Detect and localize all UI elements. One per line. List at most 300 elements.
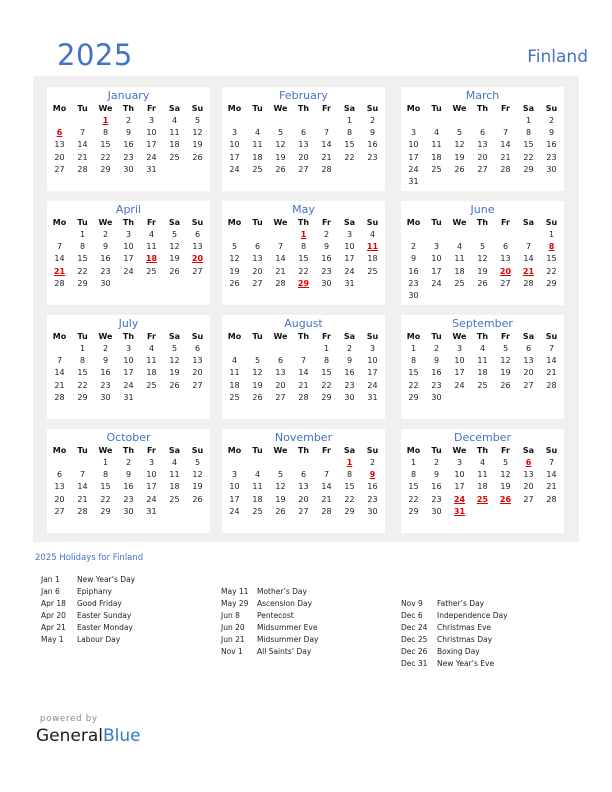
day-cell: 21 (546, 368, 557, 378)
day-cell: 6 (277, 356, 284, 366)
day-cell: 17 (367, 368, 378, 378)
weekday-header: Tu (77, 332, 88, 341)
month-name: January (107, 89, 150, 102)
holiday-name: Christmas Eve (437, 623, 491, 632)
day-cell: 7 (502, 128, 509, 138)
day-cell: 31 (146, 506, 157, 516)
day-cell: 9 (548, 128, 555, 138)
empty-day-cell (292, 115, 315, 127)
month-name: October (106, 431, 151, 444)
day-cell: 5 (171, 230, 178, 239)
day-cell: 15 (298, 254, 309, 264)
day-cell: 25 (252, 164, 263, 174)
day-cell: 24 (123, 380, 134, 390)
day-cell: 5 (194, 116, 201, 125)
day-cell: 21 (500, 152, 511, 162)
holiday-row (401, 646, 508, 658)
day-cell: 25 (367, 266, 378, 276)
year-title: 2025 (57, 38, 133, 72)
weekday-header: Th (297, 446, 310, 455)
day-cell: 17 (408, 152, 419, 162)
day-cell: 28 (54, 278, 65, 288)
day-cell: 27 (192, 380, 203, 390)
day-cell: 2 (102, 230, 109, 239)
holiday-row (41, 622, 135, 634)
day-cell: 24 (146, 152, 157, 162)
empty-day-cell (448, 229, 471, 241)
empty-day-cell (269, 229, 292, 241)
day-cell: 22 (344, 152, 355, 162)
month-grid (222, 445, 385, 518)
day-cell: 15 (344, 482, 355, 492)
holiday-name: Midsummer Eve (257, 623, 318, 632)
day-cell: 21 (298, 380, 309, 390)
day-cell: 23 (431, 380, 442, 390)
day-cell: 23 (123, 494, 134, 504)
day-cell: 17 (146, 140, 157, 150)
weekday-header: We (273, 218, 288, 227)
holiday-row (221, 598, 318, 610)
month-name: March (465, 89, 500, 102)
day-cell: 8 (79, 356, 86, 366)
day-cell: 21 (77, 494, 88, 504)
weekday-header: Tu (252, 332, 263, 341)
day-cell: 22 (298, 266, 309, 276)
day-cell: 13 (192, 356, 203, 366)
day-cell: 20 (477, 152, 488, 162)
holiday-name: Easter Sunday (77, 611, 132, 620)
holiday-date: Jun 20 (221, 623, 245, 632)
month-grid (401, 445, 564, 518)
day-cell: 12 (500, 470, 511, 480)
holiday-date: Nov 1 (221, 647, 243, 656)
weekday-header: We (98, 218, 113, 227)
day-cell: 24 (408, 164, 419, 174)
day-cell: 8 (410, 356, 417, 366)
day-cell: 8 (346, 128, 353, 138)
weekday-header: Su (366, 218, 379, 227)
day-cell: 2 (346, 344, 353, 353)
day-cell: 16 (100, 254, 111, 264)
day-cell: 23 (408, 278, 419, 288)
day-cell: 20 (192, 368, 203, 378)
day-cell: 25 (252, 506, 263, 516)
day-cell: 30 (344, 392, 355, 402)
empty-day-cell (292, 343, 315, 355)
weekday-header: Su (191, 104, 204, 113)
day-cell: 9 (125, 470, 132, 480)
day-cell: 4 (148, 344, 155, 353)
day-cell: 16 (431, 482, 442, 492)
day-cell: 21 (77, 152, 88, 162)
holiday-day-cell: 20 (499, 266, 512, 276)
holiday-day-cell: 29 (297, 278, 310, 288)
day-cell: 29 (77, 392, 88, 402)
day-cell: 11 (169, 128, 180, 138)
day-cell: 4 (479, 458, 486, 467)
day-cell: 23 (123, 152, 134, 162)
empty-day-cell (269, 115, 292, 127)
day-cell: 27 (298, 164, 309, 174)
day-cell: 9 (346, 356, 353, 366)
day-cell: 18 (146, 368, 157, 378)
day-cell: 5 (502, 458, 509, 467)
weekday-header: Fr (501, 332, 510, 341)
day-cell: 19 (252, 380, 263, 390)
month-november (222, 429, 385, 533)
empty-day-cell (402, 229, 425, 241)
day-cell: 25 (477, 380, 488, 390)
day-cell: 7 (277, 242, 284, 252)
weekday-header: Tu (77, 446, 88, 455)
empty-day-cell (246, 343, 269, 355)
holiday-row (401, 598, 508, 610)
day-cell: 15 (523, 140, 534, 150)
day-cell: 9 (433, 356, 440, 366)
day-cell: 10 (146, 470, 157, 480)
weekday-header: Sa (522, 218, 535, 227)
day-cell: 29 (523, 164, 534, 174)
day-cell: 27 (275, 392, 286, 402)
day-cell: 12 (252, 368, 263, 378)
day-cell: 10 (344, 242, 355, 252)
day-cell: 14 (500, 140, 511, 150)
weekday-header: Sa (168, 446, 181, 455)
day-cell: 30 (408, 290, 419, 300)
day-cell: 8 (102, 470, 109, 480)
day-cell: 1 (79, 344, 86, 353)
day-cell: 7 (79, 128, 86, 138)
holiday-day-cell: 8 (548, 242, 555, 252)
day-cell: 14 (298, 368, 309, 378)
holiday-list-col-1 (41, 574, 135, 646)
day-cell: 22 (100, 152, 111, 162)
holiday-day-cell: 31 (453, 506, 466, 516)
day-cell: 3 (231, 470, 238, 480)
weekday-header: Mo (227, 332, 242, 341)
weekday-header: Tu (431, 332, 442, 341)
day-cell: 19 (477, 266, 488, 276)
weekday-header: Th (297, 218, 310, 227)
day-cell: 28 (77, 506, 88, 516)
day-cell: 31 (408, 176, 419, 186)
day-cell: 11 (431, 140, 442, 150)
day-cell: 23 (367, 494, 378, 504)
day-cell: 2 (433, 344, 440, 353)
day-cell: 27 (192, 266, 203, 276)
day-cell: 25 (229, 392, 240, 402)
weekday-header: Fr (322, 332, 331, 341)
day-cell: 11 (146, 356, 157, 366)
holiday-day-cell: 1 (346, 458, 353, 467)
day-cell: 15 (77, 368, 88, 378)
empty-day-cell (223, 115, 246, 127)
day-cell: 15 (77, 254, 88, 264)
holiday-name: Independence Day (437, 611, 508, 620)
day-cell: 11 (477, 470, 488, 480)
holiday-list-col-3 (401, 598, 508, 670)
holiday-day-cell: 1 (102, 116, 109, 125)
day-cell: 2 (548, 116, 555, 125)
day-cell: 9 (410, 254, 417, 264)
weekday-header: Su (545, 446, 558, 455)
weekday-header: We (273, 446, 288, 455)
empty-day-cell (223, 229, 246, 241)
holiday-day-cell: 20 (191, 254, 204, 264)
day-cell: 14 (321, 482, 332, 492)
day-cell: 24 (344, 266, 355, 276)
holiday-date: May 1 (41, 635, 64, 644)
holiday-row (401, 610, 508, 622)
day-cell: 10 (229, 482, 240, 492)
weekday-header: Su (366, 104, 379, 113)
day-cell: 12 (275, 482, 286, 492)
weekday-header: We (452, 446, 467, 455)
holiday-day-cell: 21 (522, 266, 535, 276)
day-cell: 2 (410, 242, 417, 252)
day-cell: 8 (323, 356, 330, 366)
day-cell: 13 (523, 356, 534, 366)
day-cell: 29 (408, 506, 419, 516)
month-name: July (118, 317, 139, 330)
day-cell: 5 (254, 356, 261, 366)
day-cell: 6 (525, 344, 532, 353)
day-cell: 30 (321, 278, 332, 288)
month-name: September (452, 317, 513, 330)
day-cell: 14 (77, 140, 88, 150)
empty-day-cell (402, 115, 425, 127)
weekday-header: We (98, 332, 113, 341)
weekday-header: Tu (252, 104, 263, 113)
holiday-name: Ascension Day (257, 599, 313, 608)
holiday-name: Mother’s Day (257, 587, 307, 596)
empty-day-cell (315, 115, 338, 127)
empty-day-cell (48, 229, 71, 241)
day-cell: 27 (54, 164, 65, 174)
weekday-header: Fr (147, 332, 156, 341)
day-cell: 23 (546, 152, 557, 162)
day-cell: 1 (525, 116, 532, 125)
weekday-header: Fr (501, 218, 510, 227)
weekday-header: Su (545, 218, 558, 227)
empty-day-cell (471, 115, 494, 127)
holiday-date: Dec 6 (401, 611, 423, 620)
day-cell: 17 (229, 152, 240, 162)
day-cell: 24 (229, 506, 240, 516)
holiday-date: Jun 21 (221, 635, 245, 644)
empty-day-cell (48, 115, 71, 127)
weekday-header: Sa (343, 446, 356, 455)
month-february (222, 87, 385, 191)
day-cell: 19 (454, 152, 465, 162)
holiday-date: Jan 1 (41, 575, 60, 584)
weekday-header: Mo (52, 218, 67, 227)
empty-day-cell (494, 115, 517, 127)
weekday-header: Fr (501, 104, 510, 113)
day-cell: 19 (275, 494, 286, 504)
day-cell: 29 (100, 506, 111, 516)
holiday-date: Nov 9 (401, 599, 423, 608)
day-cell: 4 (456, 242, 463, 252)
weekday-header: Th (476, 446, 489, 455)
day-cell: 17 (431, 266, 442, 276)
day-cell: 14 (275, 254, 286, 264)
holiday-date: May 29 (221, 599, 249, 608)
day-cell: 8 (346, 470, 353, 480)
day-cell: 30 (100, 392, 111, 402)
holiday-name: All Saints’ Day (257, 647, 312, 656)
brand-logo[interactable] (36, 726, 141, 746)
day-cell: 3 (369, 344, 376, 353)
brand-general: General (36, 726, 103, 746)
weekday-header: Fr (147, 104, 156, 113)
day-cell: 21 (321, 494, 332, 504)
day-cell: 27 (477, 164, 488, 174)
day-cell: 4 (231, 356, 238, 366)
day-cell: 24 (123, 266, 134, 276)
day-cell: 1 (410, 458, 417, 467)
day-cell: 1 (346, 116, 353, 125)
empty-day-cell (246, 115, 269, 127)
day-cell: 18 (477, 482, 488, 492)
empty-day-cell (48, 343, 71, 355)
day-cell: 30 (431, 506, 442, 516)
day-cell: 11 (252, 482, 263, 492)
day-cell: 2 (433, 458, 440, 467)
day-cell: 5 (231, 242, 238, 252)
day-cell: 21 (54, 380, 65, 390)
holiday-day-cell: 6 (525, 458, 532, 467)
day-cell: 20 (252, 266, 263, 276)
day-cell: 25 (146, 266, 157, 276)
day-cell: 9 (102, 242, 109, 252)
day-cell: 15 (100, 140, 111, 150)
day-cell: 7 (525, 242, 532, 252)
day-cell: 24 (454, 380, 465, 390)
weekday-header: Mo (227, 446, 242, 455)
day-cell: 1 (410, 344, 417, 353)
day-cell: 6 (502, 242, 509, 252)
day-cell: 6 (194, 344, 201, 353)
month-july (47, 315, 210, 419)
day-cell: 3 (456, 458, 463, 467)
day-cell: 13 (252, 254, 263, 264)
holiday-date: Dec 26 (401, 647, 428, 656)
day-cell: 26 (229, 278, 240, 288)
weekday-header: We (98, 446, 113, 455)
day-cell: 17 (123, 368, 134, 378)
weekday-header: Sa (522, 332, 535, 341)
day-cell: 3 (346, 230, 353, 239)
holiday-row (221, 610, 318, 622)
holiday-day-cell: 26 (499, 494, 512, 504)
month-grid (47, 445, 210, 518)
day-cell: 22 (523, 152, 534, 162)
month-name: August (284, 317, 323, 330)
holiday-row (221, 634, 318, 646)
day-cell: 20 (523, 482, 534, 492)
day-cell: 11 (146, 242, 157, 252)
holiday-list-col-2 (221, 586, 318, 658)
day-cell: 27 (252, 278, 263, 288)
day-cell: 19 (192, 140, 203, 150)
empty-day-cell (71, 457, 94, 469)
empty-day-cell (292, 457, 315, 469)
weekday-header: Mo (227, 104, 242, 113)
day-cell: 22 (321, 380, 332, 390)
holiday-date: Dec 24 (401, 623, 428, 632)
day-cell: 14 (54, 368, 65, 378)
day-cell: 3 (231, 128, 238, 138)
day-cell: 19 (275, 152, 286, 162)
day-cell: 7 (300, 356, 307, 366)
day-cell: 9 (433, 470, 440, 480)
holiday-row (221, 586, 318, 598)
day-cell: 14 (546, 470, 557, 480)
empty-day-cell (269, 457, 292, 469)
day-cell: 10 (123, 242, 134, 252)
weekday-header: Sa (168, 332, 181, 341)
weekday-header: Mo (406, 104, 421, 113)
holiday-name: Pentecost (257, 611, 294, 620)
month-name: February (279, 89, 328, 102)
weekday-header: Tu (431, 104, 442, 113)
weekday-header: Su (366, 446, 379, 455)
day-cell: 10 (431, 254, 442, 264)
month-october (47, 429, 210, 533)
day-cell: 1 (548, 230, 555, 239)
empty-day-cell (246, 229, 269, 241)
day-cell: 7 (548, 458, 555, 467)
month-grid (47, 103, 210, 176)
day-cell: 6 (194, 230, 201, 239)
day-cell: 12 (229, 254, 240, 264)
day-cell: 8 (300, 242, 307, 252)
holiday-date: Apr 21 (41, 623, 66, 632)
day-cell: 25 (431, 164, 442, 174)
day-cell: 1 (102, 458, 109, 467)
day-cell: 17 (454, 368, 465, 378)
empty-day-cell (223, 457, 246, 469)
weekday-header: Su (191, 446, 204, 455)
holiday-day-cell: 11 (366, 242, 379, 252)
day-cell: 10 (123, 356, 134, 366)
day-cell: 5 (479, 242, 486, 252)
day-cell: 19 (169, 254, 180, 264)
month-january (47, 87, 210, 191)
day-cell: 5 (171, 344, 178, 353)
day-cell: 25 (169, 152, 180, 162)
day-cell: 6 (479, 128, 486, 138)
day-cell: 4 (369, 230, 376, 239)
day-cell: 5 (277, 128, 284, 138)
month-grid (222, 331, 385, 404)
day-cell: 18 (229, 380, 240, 390)
day-cell: 4 (171, 458, 178, 467)
weekday-header: Mo (406, 332, 421, 341)
day-cell: 19 (500, 482, 511, 492)
empty-day-cell (223, 343, 246, 355)
day-cell: 20 (54, 152, 65, 162)
holiday-date: Apr 20 (41, 611, 66, 620)
weekday-header: Th (122, 332, 135, 341)
holiday-day-cell: 24 (453, 494, 466, 504)
empty-day-cell (48, 457, 71, 469)
day-cell: 26 (169, 380, 180, 390)
weekday-header: Tu (252, 446, 263, 455)
day-cell: 24 (367, 380, 378, 390)
day-cell: 22 (77, 380, 88, 390)
